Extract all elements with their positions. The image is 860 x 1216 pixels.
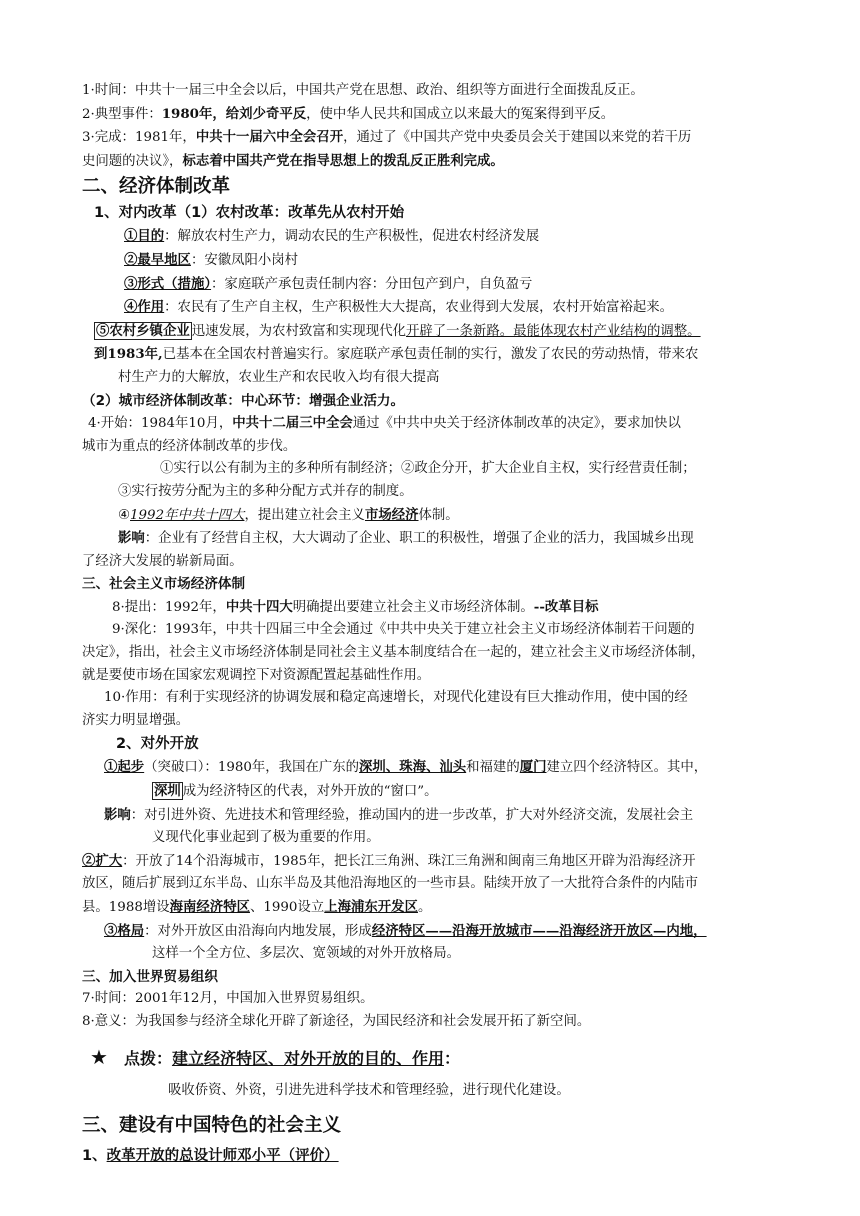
document-page xyxy=(82,80,782,1168)
tip-body: 吸收侨资、外资，引进先进科学技术和管理经验，进行现代化建设。 xyxy=(168,1082,570,1098)
wto-significance: 8·意义：为我国参与经济全球化开辟了新途径，为国民经济和社会发展开拓了新空间。 xyxy=(82,1013,591,1029)
rural-1983: 到1983年,已基本在全国农村普遍实行。家庭联产承包责任制的实行，激发了农民的劳动热情，带来农 xyxy=(94,346,699,363)
open-start: ①起步（突破口）：1980年，我国在广东的深圳、珠海、汕头和福建的厦门建立四个经济特区。其中， xyxy=(104,759,708,776)
item-2-event: 2·典型事件：1980年，给刘少奇平反，使中华人民共和国成立以来最大的冤案得到平反。 xyxy=(82,105,615,122)
subheading-market-economy: 三、社会主义市场经济体制 xyxy=(82,576,246,593)
subheading-deng: 1、改革开放的总设计师邓小平（评价） xyxy=(82,1148,339,1165)
rural-purpose: ①目的：解放农村生产力，调动农民的生产积极性，促进农村经济发展 xyxy=(124,228,540,245)
market-deepening-cont1: 决定》，指出，社会主义市场经济体制是同社会主义基本制度结合在一起的，建立社会主义市场经济体制， xyxy=(82,645,705,661)
open-expand-cont1: 放区，随后扩展到辽东半岛、山东半岛及其他沿海地区的一些市县。陆续开放了一大批符合条件的内陆市 xyxy=(82,876,698,892)
item-3-completion-cont: 史问题的决议》，标志着中国共产党在指导思想上的拨乱反正胜利完成。 xyxy=(82,152,504,169)
subheading-wto: 三、加入世界贸易组织 xyxy=(82,968,218,985)
market-deepening-cont2: 就是要使市场在国家宏观调控下对资源配置起基础性作用。 xyxy=(82,667,431,683)
star-icon: ★ xyxy=(90,1044,108,1069)
urban-influence-cont: 了经济大发展的崭新局面。 xyxy=(82,553,243,569)
rural-township-enterprise: ⑤农村乡镇企业 迅速发展，为农村致富和实现现代化开辟了一条新路。最能体现农村产业结构的调整。 xyxy=(96,322,701,339)
rural-1983-cont: 村生产力的大解放，农业生产和农民收入均有很大提高 xyxy=(118,369,440,385)
urban-measures-3: ④1992年中共十四大，提出建立社会主义市场经济体制。 xyxy=(118,506,459,523)
open-pattern: ③格局：对外开放区由沿海向内地发展，形成经济特区——沿海开放城市——沿海经济开放区—内地， xyxy=(104,922,707,939)
urban-measures-2: ③实行按劳分配为主的多种分配方式并存的制度。 xyxy=(118,483,413,499)
open-pattern-cont: 这样一个全方位、多层次、宽领域的对外开放格局。 xyxy=(152,946,460,962)
item-1-time: 1·时间：中共十一届三中全会以后，中国共产党在思想、政治、组织等方面进行全面拨乱反正。 xyxy=(82,83,644,98)
open-influence: 影响：对引进外资、先进技术和管理经验，推动国内的进一步改革，扩大对外经济交流，发展社会主 xyxy=(104,806,694,823)
open-start-cont: 深圳 成为经济特区的代表，对外开放的“窗口”。 xyxy=(154,783,438,800)
urban-influence: 影响：企业有了经营自主权，大大调动了企业、职工的积极性，增强了企业的活力，我国城乡出现 xyxy=(118,530,694,547)
section-heading-economic-reform: 二、经济体制改革 xyxy=(82,176,231,198)
open-expand: ②扩大：开放了14个沿海城市，1985年，把长江三角洲、珠江三角洲和闽南三角地区开辟为沿海经济开 xyxy=(82,852,696,869)
open-influence-cont: 义现代化事业起到了极为重要的作用。 xyxy=(152,830,380,846)
open-expand-cont2: 县。1988增设海南经济特区、1990设立上海浦东开发区。 xyxy=(82,899,432,915)
urban-measures-1: ①实行以公有制为主的多种所有制经济；②政企分开，扩大企业自主权，实行经营责任制； xyxy=(160,461,696,477)
subheading-urban-reform: （2）城市经济体制改革：中心环节：增强企业活力。 xyxy=(82,392,405,409)
rural-earliest-area: ②最早地区：安徽凤阳小岗村 xyxy=(124,251,299,268)
tip-heading: ★ 点拨：建立经济特区、对外开放的目的、作用： xyxy=(90,1044,460,1069)
subheading-domestic-reform: 1、对内改革（1）农村改革：改革先从农村开始 xyxy=(94,205,405,222)
market-proposal: 8·提出：1992年，中共十四大明确提出要建立社会主义市场经济体制。--改革目标 xyxy=(112,598,599,615)
urban-start: 4·开始：1984年10月，中共十二届三中全会通过《中共中央关于经济体制改革的决定》，要求加快以 xyxy=(88,415,681,432)
wto-time: 7·时间：2001年12月，中国加入世界贸易组织。 xyxy=(82,991,374,1007)
item-3-completion: 3·完成：1981年，中共十一届六中全会召开，通过了《中国共产党中央委员会关于建国以来党的若干历 xyxy=(82,129,692,146)
market-effect: 10·作用：有利于实现经济的协调发展和稳定高速增长，对现代化建设有巨大推动作用，使中国的经 xyxy=(104,690,688,706)
market-deepening: 9·深化：1993年，中共十四届三中全会通过《中共中央关于建立社会主义市场经济体制若干问题的 xyxy=(112,622,695,638)
urban-start-cont: 城市为重点的经济体制改革的步伐。 xyxy=(82,438,297,454)
subheading-opening-up: 2、对外开放 xyxy=(116,736,199,753)
rural-effect: ④作用：农民有了生产自主权，生产积极性大大提高，农业得到大发展，农村开始富裕起来。 xyxy=(124,299,674,316)
rural-form: ③形式（措施）：家庭联产承包责任制内容：分田包产到户，自负盈亏 xyxy=(124,275,533,292)
market-effect-cont: 济实力明显增强。 xyxy=(82,712,190,728)
section-heading-socialism: 三、建设有中国特色的社会主义 xyxy=(82,1115,342,1137)
